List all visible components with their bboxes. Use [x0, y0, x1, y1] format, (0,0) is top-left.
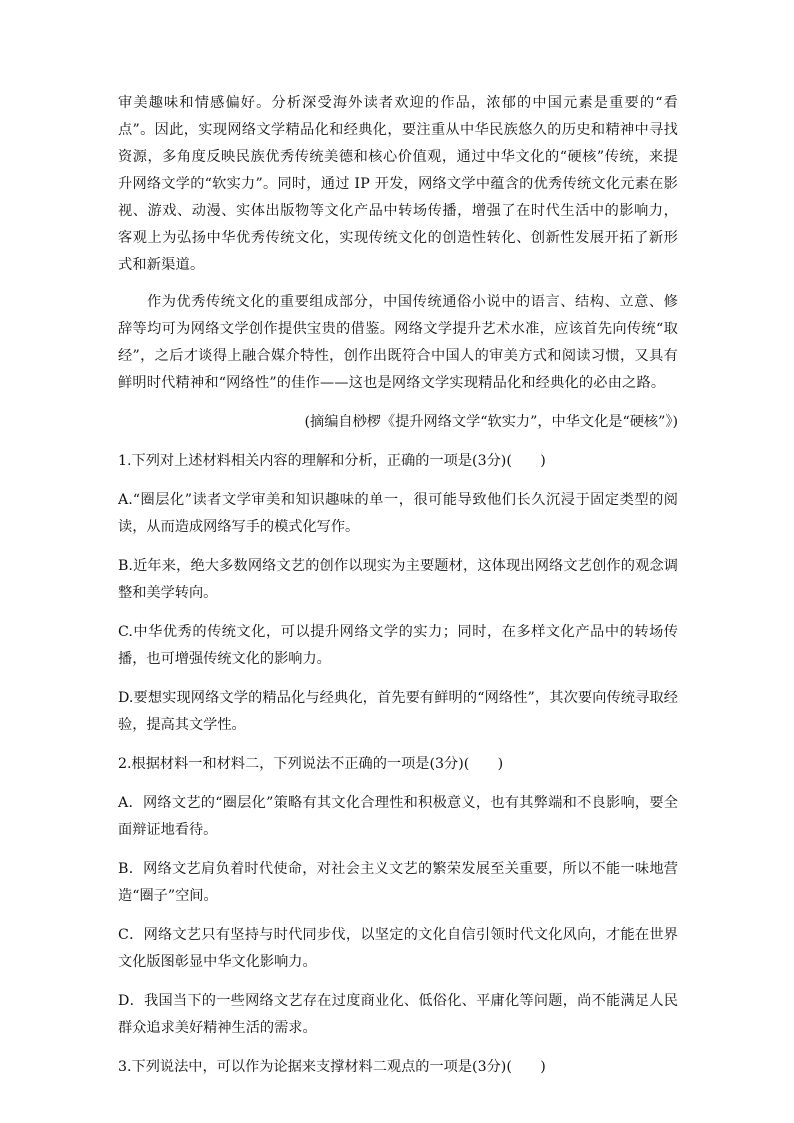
question-2-option-d: D．我国当下的一些网络文艺存在过度商业化、低俗化、平庸化等问题，尚不能满足人民群众追求美好精神生活的需求。: [118, 993, 678, 1036]
question-2-option-b: B．网络文艺肩负着时代使命，对社会主义文艺的繁荣发展至关重要，所以不能一味地营造“圈子”空间。: [118, 861, 678, 904]
question-2-option-a: A．网络文艺的“圈层化”策略有其文化合理性和积极意义，也有其弊端和不良影响，要全面辩证地看待。: [118, 795, 678, 838]
question-3-stem: 3.下列说法中，可以作为论据来支撑材料二观点的一项是(3分)( ): [118, 1059, 546, 1075]
question-1-option-a: A.“圈层化”读者文学审美和知识趣味的单一，很可能导致他们长久沉浸于固定类型的阅读，从而造成网络写手的模式化写作。: [118, 492, 678, 535]
page-content: [118, 90, 678, 1081]
passage-paragraph-1: 审美趣味和情感偏好。分析深受海外读者欢迎的作品，浓郁的中国元素是重要的“看点”。因此，实现网络文学精品化和经典化，要注重从中华民族悠久的历史和精神中寻找资源，多角度反映民族优秀传统美德和核心价值观，通过中华文化的“硬核”传统，来提升网络文学的“软实力”。同时，通过 IP 开发，网络文学中蕴含的优秀传统文化元素在影视、游戏、动漫、实体出版物等文化产品中转场传播，增强了在时代生活中的影响力，客观上为弘扬中华优秀传统文化，实现传统文化的创造性转化、创新性发展开拓了新形式和新渠道。: [118, 95, 678, 273]
question-2-option-c: C．网络文艺只有坚持与时代同步伐，以坚定的文化自信引领时代文化风向，才能在世界文化版图彰显中华文化影响力。: [118, 927, 678, 970]
passage-source-citation: (摘编自桫椤《提升网络文学“软实力”，中华文化是“硬核”》): [304, 414, 678, 430]
question-1-option-b: B.近年来，绝大多数网络文艺的创作以现实为主要题材，这体现出网络文艺创作的观念调整和美学转向。: [118, 558, 678, 601]
question-1-stem: 1.下列对上述材料相关内容的理解和分析，正确的一项是(3分)( ): [118, 453, 546, 469]
question-1-option-d: D.要想实现网络文学的精品化与经典化，首先要有鲜明的“网络性”，其次要向传统寻取经验，提高其文学性。: [118, 690, 678, 733]
question-1-option-c: C.中华优秀的传统文化，可以提升网络文学的实力；同时，在多样文化产品中的转场传播，也可增强传统文化的影响力。: [118, 624, 678, 667]
question-2-stem: 2.根据材料一和材料二，下列说法不正确的一项是(3分)( ): [118, 756, 504, 772]
passage-paragraph-2: 作为优秀传统文化的重要组成部分，中国传统通俗小说中的语言、结构、立意、修辞等均可为网络文学创作提供宝贵的借鉴。网络文学提升艺术水准，应该首先向传统“取经”，之后才谈得上融合媒介特性，创作出既符合中国人的审美方式和阅读习惯，又具有鲜明时代精神和“网络性”的佳作——这也是网络文学实现精品化和经典化的必由之路。: [118, 294, 678, 391]
